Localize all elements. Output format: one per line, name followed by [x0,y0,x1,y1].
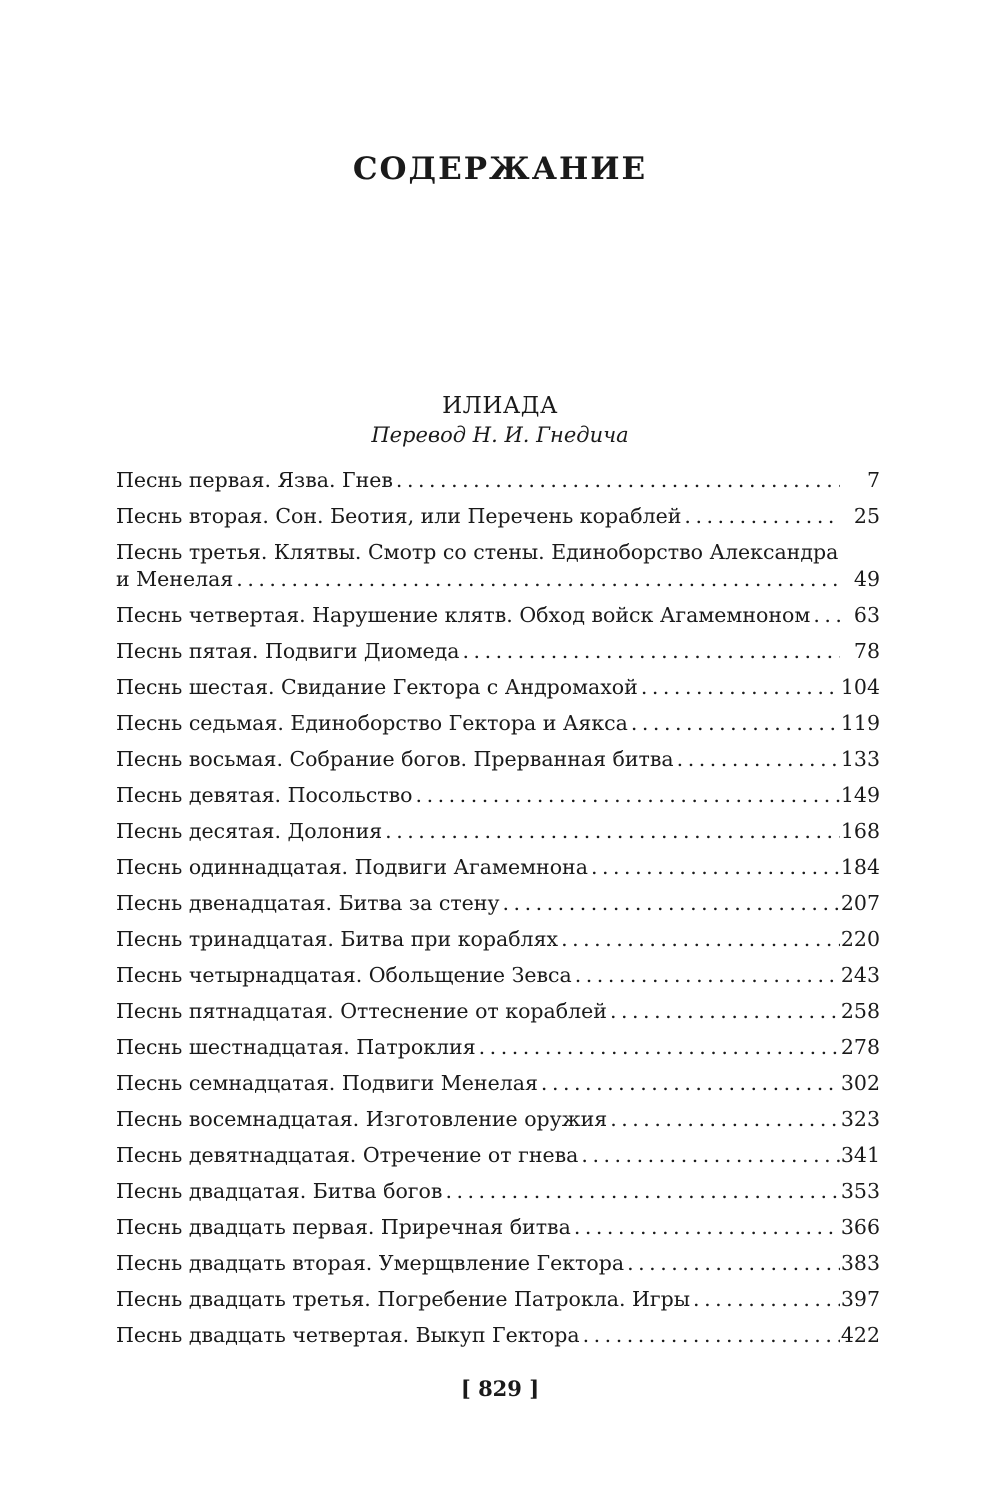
dot-leader [393,467,840,494]
toc-entry-line [116,1106,880,1133]
toc-entry-title: Песнь одиннадцатая. Подвиги Агамемнона [116,855,588,879]
toc-entry-title: Песнь пятая. Подвиги Диомеда [116,639,460,663]
dot-leader [638,674,840,701]
toc-entry-title: Песнь седьмая. Единоборство Гектора и Аякса [116,711,628,735]
toc-entry[interactable] [116,503,880,530]
toc-entry[interactable] [116,1214,880,1241]
toc-entry[interactable] [116,602,880,629]
toc-entry-title: Песнь тринадцатая. Битва при кораблях [116,927,559,951]
toc-entry[interactable] [116,638,880,665]
toc-entry-title: Песнь семнадцатая. Подвиги Менелая [116,1071,538,1095]
toc-entry-title: Песнь четвертая. Нарушение клятв. Обход войск Агамемноном [116,603,811,627]
toc-entry-page: 323 [840,1107,880,1131]
dot-leader [538,1070,840,1097]
toc-entry-line [116,962,880,989]
toc-entry[interactable] [116,746,880,773]
toc-entry-page: 63 [853,603,880,627]
table-of-contents [116,467,880,1358]
dot-leader [382,818,840,845]
toc-entry[interactable] [116,1070,880,1097]
toc-entry-page: 353 [840,1179,880,1203]
toc-entry[interactable] [116,467,880,494]
dot-leader [460,638,840,665]
dot-leader [558,926,840,953]
toc-entry[interactable] [116,890,880,917]
dot-leader [624,1250,840,1277]
toc-entry-line [116,926,880,953]
toc-entry-page: 25 [853,504,880,528]
toc-entry-line [116,782,880,809]
toc-entry-line [116,566,880,593]
toc-entry-page: 258 [840,999,880,1023]
toc-entry-line [116,674,880,701]
toc-entry-page: 7 [866,468,880,492]
toc-entry[interactable] [116,1106,880,1133]
toc-entry[interactable] [116,962,880,989]
toc-entry[interactable] [116,926,880,953]
toc-entry-page: 366 [840,1215,880,1239]
dot-leader [681,503,840,530]
toc-entry-title: Песнь девятая. Посольство [116,783,413,807]
toc-entry-title: и Менелая [116,567,234,591]
toc-entry[interactable] [116,710,880,737]
toc-entry[interactable] [116,1286,880,1313]
dot-leader [572,962,840,989]
toc-entry-page: 220 [840,927,880,951]
toc-entry-page: 168 [840,819,880,843]
dot-leader [578,1142,840,1169]
toc-entry[interactable] [116,1142,880,1169]
toc-entry-title: Песнь четырнадцатая. Обольщение Зевса [116,963,572,987]
page-title: СОДЕРЖАНИЕ [352,150,648,187]
section-subtitle: Перевод Н. И. Гнедича [371,423,629,447]
toc-entry-line [116,638,880,665]
dot-leader [810,602,840,629]
toc-entry-line [116,818,880,845]
toc-entry-title: Песнь первая. Язва. Гнев [116,468,393,492]
toc-entry-title: Песнь шестая. Свидание Гектора с Андромахой [116,675,638,699]
toc-entry-page: 133 [840,747,880,771]
toc-entry-title: Песнь десятая. Долония [116,819,383,843]
toc-entry-line [116,1250,880,1277]
toc-entry-page: 243 [840,963,880,987]
toc-entry[interactable] [116,1250,880,1277]
toc-entry-title: Песнь двадцатая. Битва богов [116,1179,443,1203]
toc-entry-line [116,467,880,494]
toc-entry-page: 149 [840,783,880,807]
toc-entry-line [116,1286,880,1313]
toc-entry-line [116,1322,880,1349]
toc-entry-page: 207 [840,891,880,915]
toc-entry-line [116,854,880,881]
dot-leader [442,1178,840,1205]
dot-leader [607,1106,840,1133]
toc-entry-page: 104 [840,675,880,699]
dot-leader [500,890,840,917]
toc-entry-line [116,1034,880,1061]
dot-leader [233,566,840,593]
toc-entry-line [116,1142,880,1169]
toc-entry-page: 184 [840,855,880,879]
toc-entry[interactable] [116,674,880,701]
toc-entry-title: Песнь двадцать третья. Погребение Патрокла. Игры [116,1287,691,1311]
toc-entry-page: 278 [840,1035,880,1059]
toc-entry[interactable] [116,1322,880,1349]
toc-entry-page: 422 [840,1323,880,1347]
toc-entry-title: Песнь вторая. Сон. Беотия, или Перечень кораблей [116,504,682,528]
dot-leader [674,746,840,773]
toc-entry-line [116,1178,880,1205]
toc-entry-page: 119 [840,711,880,735]
dot-leader [607,998,840,1025]
toc-entry-line [116,998,880,1025]
toc-entry-page: 397 [840,1287,880,1311]
dot-leader [580,1322,840,1349]
toc-entry-page: 383 [840,1251,880,1275]
toc-entry-title: Песнь восемнадцатая. Изготовление оружия [116,1107,608,1131]
toc-entry-page: 49 [853,567,880,591]
toc-entry-line [116,710,880,737]
toc-entry-title: Песнь двадцать первая. Приречная битва [116,1215,571,1239]
toc-entry-title: Песнь восьмая. Собрание богов. Прерванная битва [116,747,674,771]
dot-leader [413,782,840,809]
toc-entry[interactable] [116,818,880,845]
toc-entry-title: Песнь двенадцатая. Битва за стену [116,891,500,915]
toc-entry-title: Песнь двадцать четвертая. Выкуп Гектора [116,1323,580,1347]
toc-entry-title-first-line: Песнь третья. Клятвы. Смотр со стены. Единоборство Александра [116,540,839,564]
dot-leader [571,1214,840,1241]
toc-entry[interactable] [116,1178,880,1205]
toc-entry[interactable] [116,854,880,881]
page-number: [ 829 ] [460,1376,540,1401]
dot-leader [690,1286,840,1313]
toc-entry-title: Песнь пятнадцатая. Оттеснение от кораблей [116,999,607,1023]
dot-leader [628,710,840,737]
toc-entry[interactable] [116,998,880,1025]
toc-entry-page: 341 [840,1143,880,1167]
toc-entry-line [116,890,880,917]
toc-entry-line [116,1214,880,1241]
toc-entry-page: 302 [840,1071,880,1095]
toc-entry[interactable] [116,1034,880,1061]
toc-entry-page: 78 [853,639,880,663]
dot-leader [588,854,840,881]
section-title: ИЛИАДА [442,393,558,419]
toc-entry-line [116,503,880,530]
toc-entry-line [116,1070,880,1097]
toc-entry[interactable] [116,539,880,593]
toc-entry-line [116,602,880,629]
toc-entry-title: Песнь шестнадцатая. Патроклия [116,1035,476,1059]
toc-entry-line [116,746,880,773]
dot-leader [476,1034,840,1061]
toc-entry-title: Песнь двадцать вторая. Умерщвление Гектора [116,1251,625,1275]
toc-entry[interactable] [116,782,880,809]
toc-entry-title: Песнь девятнадцатая. Отречение от гнева [116,1143,579,1167]
